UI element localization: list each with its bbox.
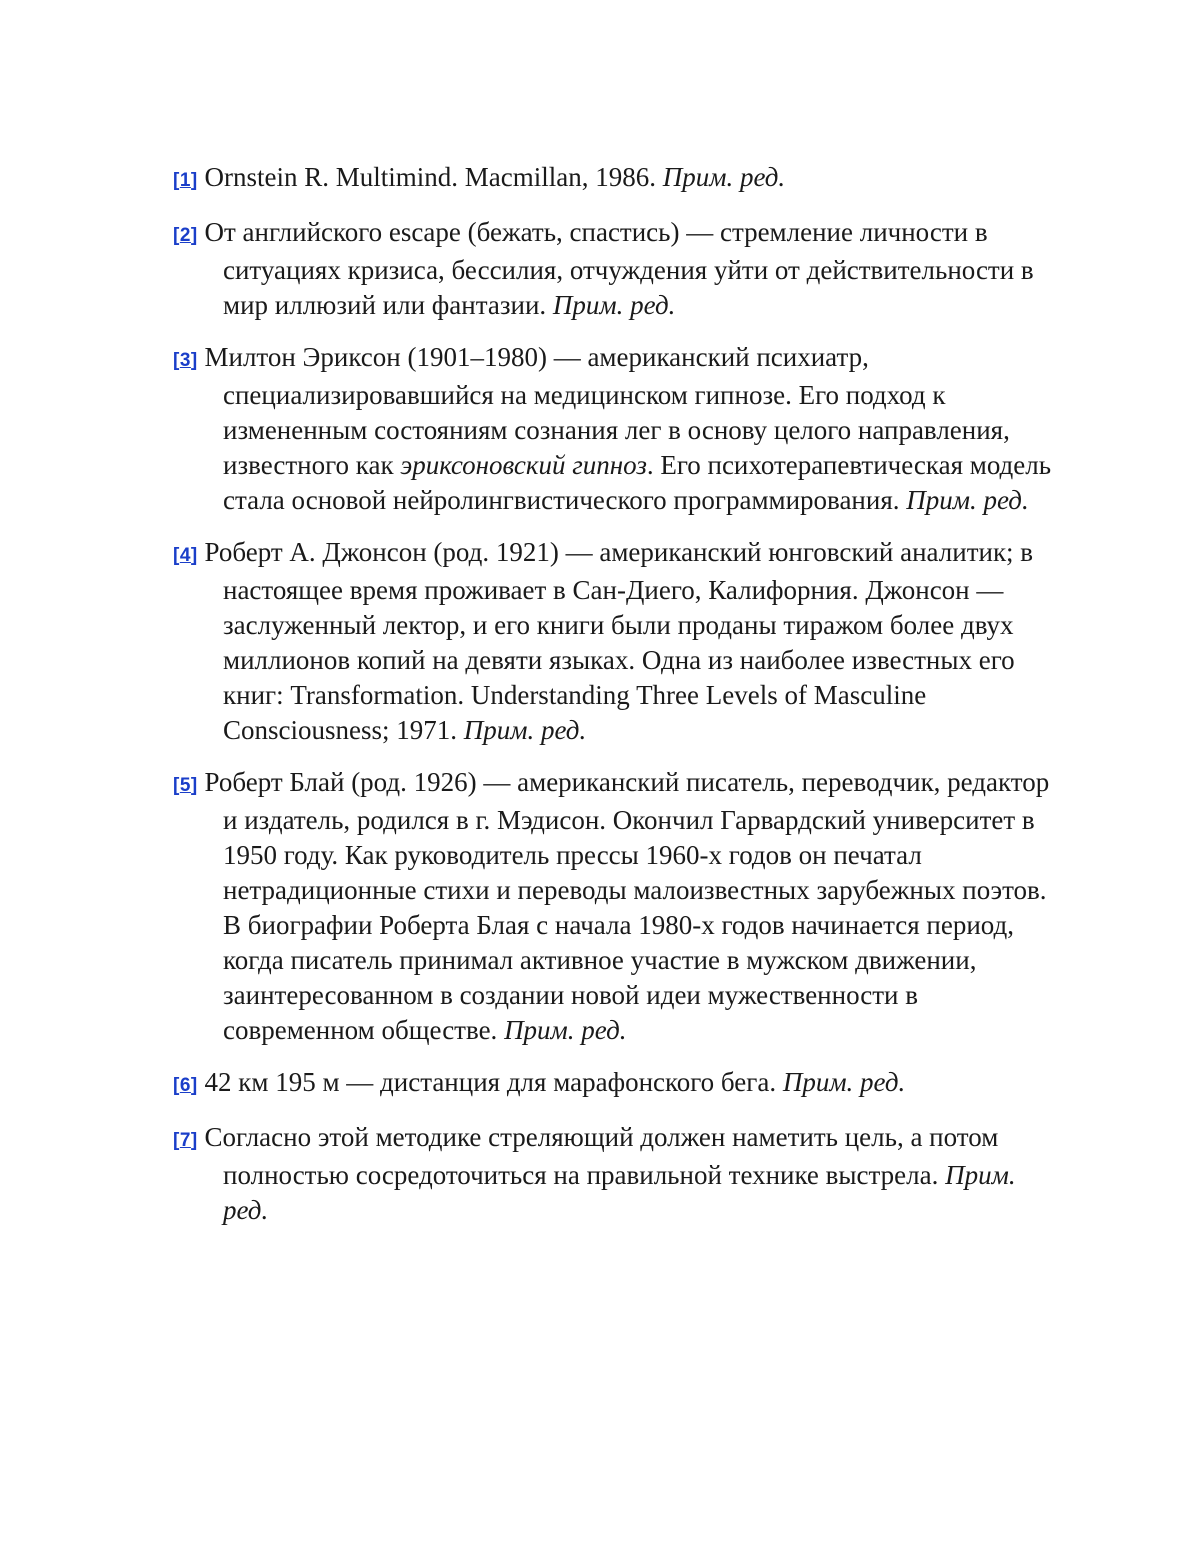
footnote-ref-link[interactable]: [ 5 ] xyxy=(173,775,198,796)
footnote-1 xyxy=(173,160,1058,198)
footnote-ref-link[interactable]: [ 7 ] xyxy=(173,1130,198,1151)
footnote-3 xyxy=(173,340,1058,518)
footnote-ref-link[interactable]: [ 2 ] xyxy=(173,225,198,246)
footnote-text-continued: . Его психотерапевтическая модель стала основой нейролингвистического программирования. xyxy=(223,450,1052,515)
footnote-7 xyxy=(173,1120,1058,1228)
footnote-6 xyxy=(173,1065,1058,1103)
editor-note: Прим. ред. xyxy=(223,1160,1016,1225)
editor-note: Прим. ред. xyxy=(504,1015,627,1045)
footnote-ref-link[interactable]: [ 4 ] xyxy=(173,545,198,566)
footnote-text: Ornstein R. Multimind. Macmillan, 1986. xyxy=(204,162,663,192)
footnote-text: От английского escape (бежать, спастись) — стремление личности в ситуациях кризиса, бессилия, отчуждения уйти от действительности в мир иллюзий или фантазии. xyxy=(204,217,1034,320)
editor-note: Прим. ред. xyxy=(552,290,676,320)
footnote-ref-link[interactable]: [ 6 ] xyxy=(173,1075,198,1096)
footnote-ref-link[interactable]: [ 1 ] xyxy=(173,170,198,191)
footnote-text: Роберт Блай (род. 1926) — американский писатель, переводчик, редактор и издатель, родился в г. Мэдисон. Окончил Гарвардский университет в 1950 году. Как руководитель прессы 1960-х годов он печатал нетрадиционные стихи и переводы малоизвестных зарубежных поэтов. В биографии Роберта Блая с начала 1980-х годов начинается период, когда писатель принимал активное участие в мужском движении, заинтересованном в создании новой идеи мужественности в современном обществе. xyxy=(204,767,1050,1045)
footnote-text: Милтон Эриксон (1901–1980) — американский психиатр, специализировавшийся на медицинском гипнозе. Его подход к измененным состояниям сознания лег в основу целого направления, известного как xyxy=(204,342,1010,480)
editor-note: Прим. ред. xyxy=(463,715,587,745)
footnote-ref-link[interactable]: [ 3 ] xyxy=(173,350,198,371)
footnote-5 xyxy=(173,765,1058,1048)
footnote-4 xyxy=(173,535,1058,748)
footnote-2 xyxy=(173,215,1058,323)
editor-note: Прим. ред. xyxy=(662,162,786,192)
editor-note: Прим. ред. xyxy=(782,1067,906,1097)
footnote-text: Роберт А. Джонсон (род. 1921) — американский юнговский аналитик; в настоящее время проживает в Сан-Диего, Калифорния. Джонсон — заслуженный лектор, и его книги были проданы тиражом более двух миллионов копий на девяти языках. Одна из наиболее известных его книг: Transformation. Understanding Three Levels of Masculine Consciousness; 1971. xyxy=(204,537,1034,745)
editor-note: Прим. ред. xyxy=(906,485,1029,515)
footnote-text: 42 км 195 м — дистанция для марафонского бега. xyxy=(204,1067,783,1097)
footnote-text: Согласно этой методике стреляющий должен наметить цель, а потом полностью сосредоточиться на правильной технике выстрела. xyxy=(204,1122,999,1190)
footnotes-list xyxy=(173,160,1058,1245)
footnote-emphasis: эриксоновский гипноз xyxy=(400,450,647,480)
